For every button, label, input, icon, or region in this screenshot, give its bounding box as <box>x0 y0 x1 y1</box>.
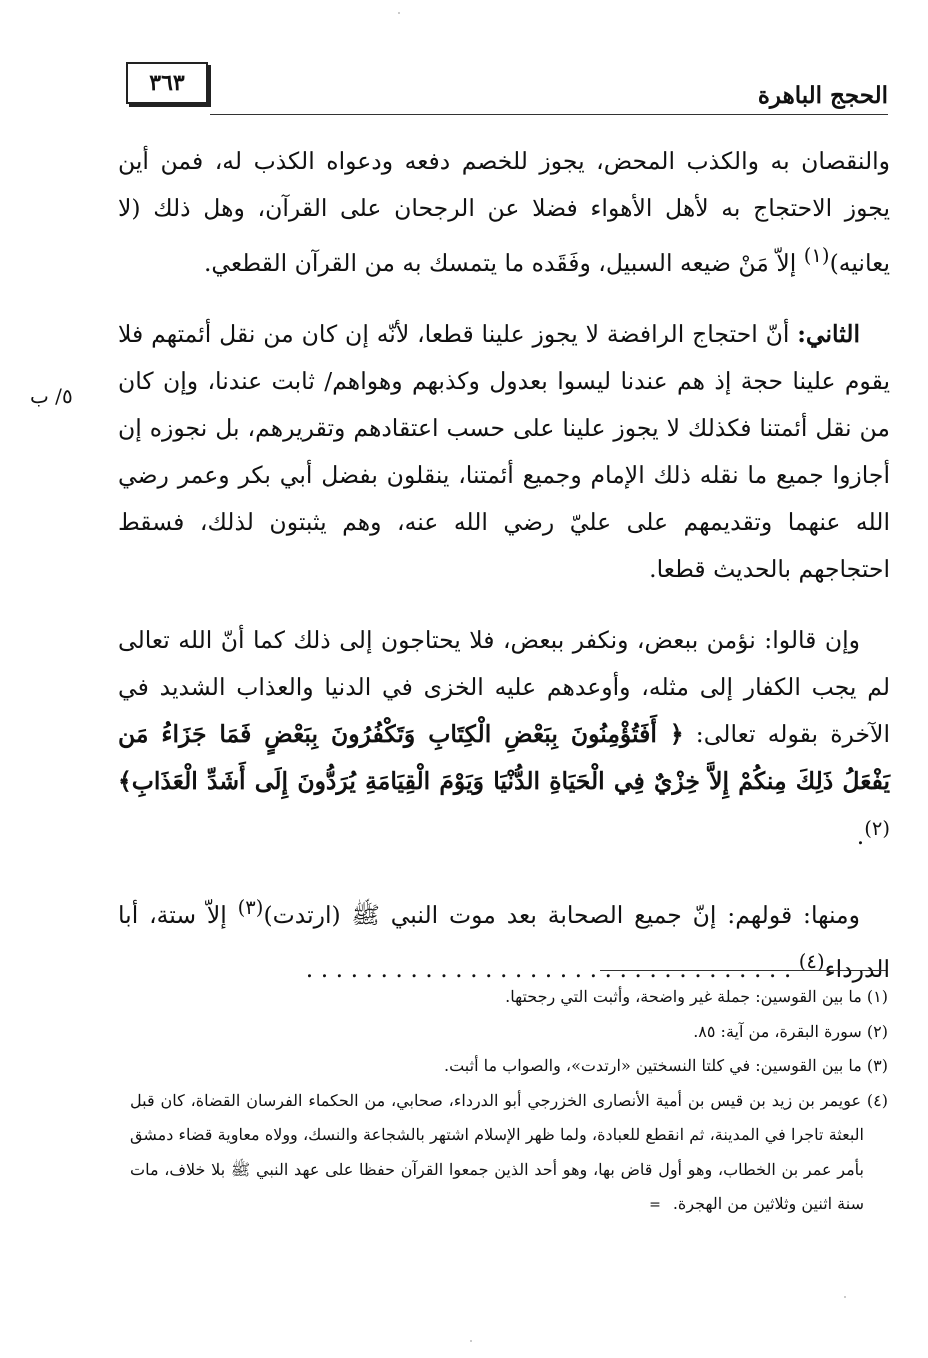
footnote-separator <box>600 970 886 971</box>
scan-speck <box>398 12 400 14</box>
header-rule <box>210 114 888 115</box>
paragraph-1-tail: إلاّ مَنْ ضيعه السبيل، وفَقَده ما يتمسك به من القرآن القطعي. <box>203 248 804 277</box>
paragraph-2-text: أنّ احتجاج الرافضة لا يجوز علينا قطعا، لأنّه إن كان من نقل أئمتهم فلا يقوم علينا حجة إذ هم عندنا ليسوا بعدول وكذبهم وهواهم/ ثابت عندنا، وإن كان من نقل أئمتنا فكذلك لا يجوز علينا على حسب اعتقادهم وتقريرهم، بل نجوزه إن أجازوا جميع ما نقله ذلك الإمام وجميع أئمتنا، ينقلون بفضل أبي بكر وعمر رضي الله عنهما وتقديمهم على عليّ رضي الله عنه، وهم يثبتون لذلك، فسقط احتجاجهم بالحديث قطعا. <box>118 319 890 583</box>
footnote-ref-1: (١) <box>803 244 830 267</box>
footnote-4-text: (٤) عويمر بن زيد بن قيس بن أمية الأنصارى الخزرجي أبو الدرداء، صحابي، من الحكماء الفرسان القضاة، كان قبل البعثة تاجرا في المدينة، ثم انقطع للعبادة، ولما ظهر الإسلام اشتهر بالشجاعة والنسك، وولاه معاوية قضاء دمشق بأمر عمر بن الخطاب، وهو أول قاض بها، وهو أحد الذين جمعوا القرآن حفظا على عهد النبي ﷺ بلا خلاف، مات سنة اثنين وثلاثين من الهجرة. <box>130 1090 888 1213</box>
footnote-3: (٣) ما بين القوسين: في كلتا النسختين «ارتدت»، والصواب ما أثبت. <box>443 1056 888 1075</box>
continuation-mark: = <box>649 1197 661 1213</box>
quran-verse: ﴿ أَفَتُؤْمِنُونَ بِبَعْضِ الْكِتَابِ وَتَكْفُرُونَ بِبَعْضٍ فَمَا جَزَاءُ مَن يَفْعَلُ ذَلِكَ مِنكُمْ إِلاَّ خِزْيٌ فِي الْحَيَاةِ الدُّنْيَا وَيَوْمَ الْقِيَامَةِ يُرَدُّونَ إِلَى أَشَدِّ الْعَذَابِ﴾ <box>118 719 890 795</box>
paragraph-4-mid: إلاّ ستة، أبا الدرداء <box>118 900 890 984</box>
footnote-4 <box>130 1084 888 1223</box>
paragraph-1 <box>118 138 890 287</box>
paragraph-1-text: والنقصان به والكذب المحض، يجوز للخصم دفعه ودعواه الكذب له، فمن أين يجوز الاحتجاج به لأهل الأهواء فضلا عن الرجحان على القرآن، وهل ذلك (لا يعانيه) <box>118 147 890 277</box>
paragraph-2 <box>118 311 890 593</box>
scan-speck <box>844 1296 846 1298</box>
paragraph-3-tail: . <box>856 821 865 850</box>
paragraph-3-text: وإن قالوا: نؤمن ببعض، ونكفر ببعض، فلا يحتاجون إلى ذلك كما أنّ الله تعالى لم يجب الكفار إلى مثله، وأوعدهم عليه الخزى في الدنيا والعذاب الشديد في الآخرة بقوله تعالى: <box>118 625 890 748</box>
footnote-ref-3: (٣) <box>237 895 264 919</box>
running-title: الحجج الباهرة <box>757 82 888 109</box>
page-header <box>118 62 888 122</box>
scan-speck <box>470 1340 472 1342</box>
ellipsis-dots: . . . . . . . . . . . . . . . . . . . . . . . . . . . . . . . . . <box>305 955 799 984</box>
footnotes <box>130 980 888 1223</box>
page-number-box <box>126 62 208 104</box>
footnote-ref-2: (٢) <box>864 816 890 840</box>
manuscript-folio-note: ٥/ ب <box>30 384 73 408</box>
footnote-2: (٢) سورة البقرة، من آية: ٨٥. <box>693 1021 888 1041</box>
paragraph-4 <box>118 884 890 994</box>
main-text <box>118 138 890 993</box>
paragraph-4-text: ومنها: قولهم: إنّ جميع الصحابة بعد موت النبي ﷺ (ارتدت) <box>263 900 860 929</box>
paragraph-2-label: الثاني: <box>797 319 860 348</box>
page-number: ٣٦٣ <box>149 70 185 96</box>
footnote-ref-4: (٤) <box>798 950 825 974</box>
paragraph-3 <box>118 617 890 860</box>
footnote-1: (١) ما بين القوسين: جملة غير واضحة، وأثبت التي رجحتها. <box>505 987 888 1006</box>
